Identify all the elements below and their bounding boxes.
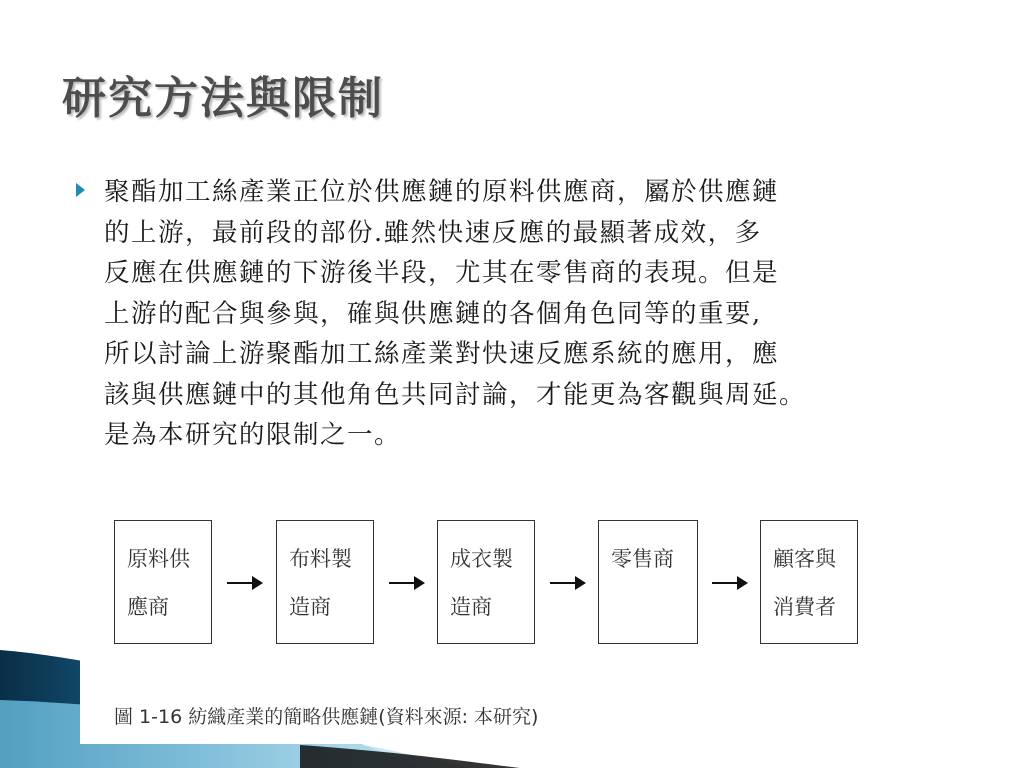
box-customer-consumer [760,520,858,644]
body-line: 是為本研究的限制之一。 [104,420,402,450]
box-label-line: 顧客與 [773,547,836,571]
body-line: 的上游，最前段的部份.雖然快速反應的最顯著成效，多 [104,217,762,248]
slide-title: 研究方法與限制 [62,73,384,124]
body-line: 所以討論上游聚酯加工絲產業對快速反應系統的應用，應 [104,339,780,369]
right-arrow-icon [712,582,746,584]
right-arrow-icon [227,582,261,584]
box-label-line: 消費者 [773,595,836,619]
box-garment-manufacturer [437,520,535,644]
box-raw-material-supplier [114,520,212,644]
right-arrow-icon [389,582,423,584]
box-label-line: 零售商 [611,547,674,571]
box-label-line: 造商 [450,595,492,619]
box-label-line: 造商 [289,595,331,619]
body-line: 反應在供應鏈的下游後半段，尤其在零售商的表現。但是 [104,258,780,288]
body-line: 聚酯加工絲產業正位於供應鏈的原料供應商，屬於供應鏈 [104,177,780,207]
bullet-arrow-icon [76,183,85,197]
body-line: 上游的配合與參與，確與供應鏈的各個角色同等的重要, [104,298,762,329]
body-line: 該與供應鏈中的其他角色共同討論，才能更為客觀與周延。 [104,379,807,410]
figure-caption: 圖 1-16 紡織產業的簡略供應鏈(資料來源: 本研究) [114,706,539,728]
box-retailer [598,520,698,644]
right-arrow-icon [550,582,584,584]
box-fabric-manufacturer [276,520,374,644]
box-label-line: 應商 [127,595,169,619]
body-paragraph [104,172,1004,456]
box-label-line: 布料製 [289,547,352,571]
box-label-line: 成衣製 [450,547,513,571]
supply-chain-figure [80,496,896,744]
box-label-line: 原料供 [127,547,190,571]
